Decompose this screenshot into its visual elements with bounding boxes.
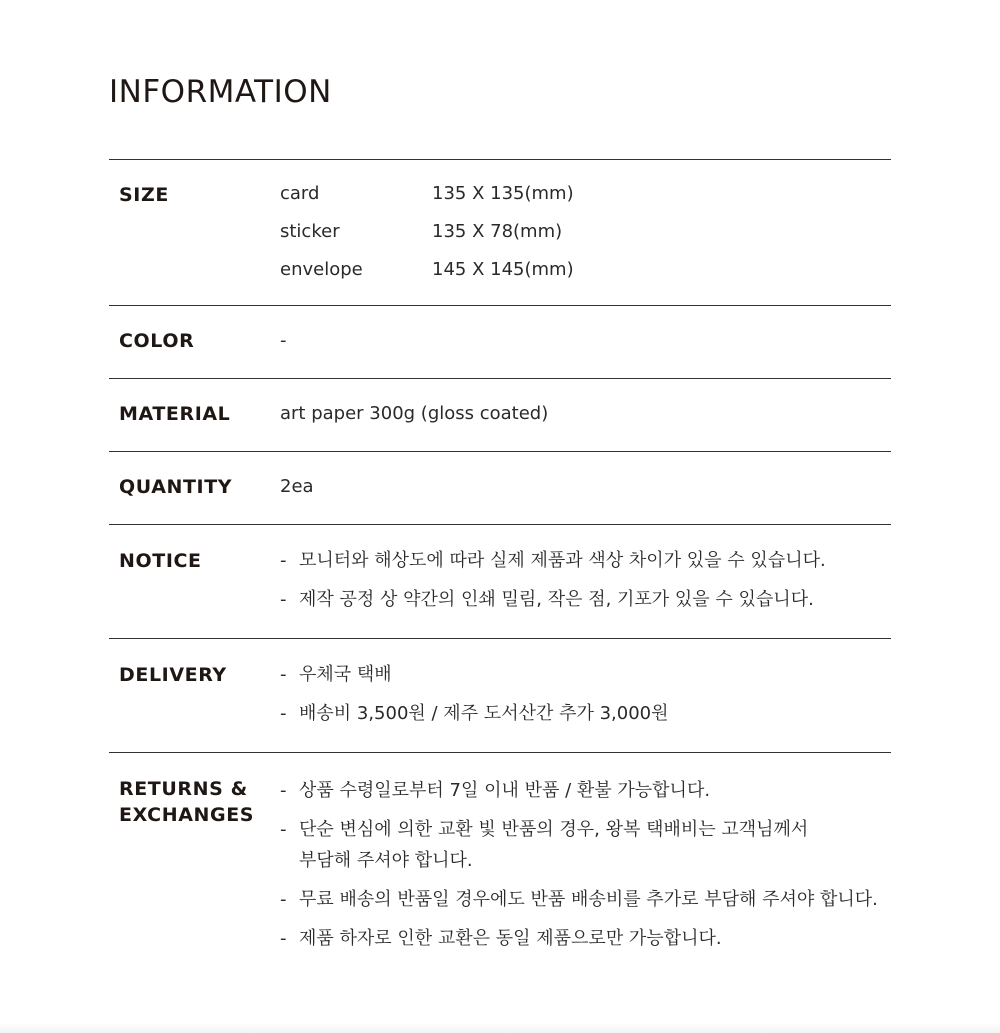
returns-item bbox=[280, 923, 878, 954]
delivery-row bbox=[109, 639, 891, 753]
delivery-list bbox=[280, 660, 669, 738]
delivery-item bbox=[280, 660, 669, 699]
color-label: COLOR bbox=[119, 330, 195, 352]
returns-label-line2: EXCHANGES bbox=[119, 804, 255, 826]
size-item-dimension: 135 X 78(mm) bbox=[432, 221, 563, 242]
information-table bbox=[109, 159, 891, 963]
returns-item-text: 상품 수령일로부터 7일 이내 반품 / 환불 가능합니다. bbox=[299, 780, 711, 801]
bullet-marker: - bbox=[280, 550, 287, 571]
returns-label bbox=[119, 776, 254, 828]
bullet-marker: - bbox=[280, 819, 287, 840]
returns-item-text: 무료 배송의 반품일 경우에도 반품 배송비를 추가로 부담해 주셔야 합니다. bbox=[299, 889, 878, 910]
bullet-marker: - bbox=[280, 703, 287, 724]
size-item-envelope bbox=[280, 256, 574, 294]
returns-item bbox=[280, 884, 878, 915]
bullet-marker: - bbox=[280, 928, 287, 949]
bullet-marker: - bbox=[280, 780, 287, 801]
bottom-fade bbox=[0, 1023, 1000, 1033]
color-value: - bbox=[280, 330, 287, 351]
material-row bbox=[109, 379, 891, 452]
bullet-marker: - bbox=[280, 664, 287, 685]
returns-item-text-continued: 부담해 주셔야 합니다. bbox=[299, 850, 473, 871]
notice-list bbox=[280, 546, 826, 624]
delivery-item-text: 우체국 택배 bbox=[299, 664, 392, 685]
notice-item-text: 제작 공정 상 약간의 인쇄 밀림, 작은 점, 기포가 있을 수 있습니다. bbox=[299, 589, 814, 610]
quantity-row bbox=[109, 452, 891, 525]
size-item-name: sticker bbox=[280, 221, 340, 242]
returns-item-text: 제품 하자로 인한 교환은 동일 제품으로만 가능합니다. bbox=[299, 928, 722, 949]
color-row bbox=[109, 306, 891, 379]
size-item-name: envelope bbox=[280, 259, 363, 280]
size-list bbox=[280, 180, 574, 294]
notice-item bbox=[280, 546, 826, 585]
bullet-marker: - bbox=[280, 889, 287, 910]
size-row bbox=[109, 160, 891, 306]
material-label: MATERIAL bbox=[119, 403, 231, 425]
notice-row bbox=[109, 525, 891, 639]
bullet-marker: - bbox=[280, 589, 287, 610]
notice-label: NOTICE bbox=[119, 550, 202, 572]
notice-item bbox=[280, 585, 826, 624]
returns-row bbox=[109, 753, 891, 963]
size-label: SIZE bbox=[119, 184, 169, 206]
returns-item-text: 단순 변심에 의한 교환 빛 반품의 경우, 왕복 택배비는 고객님께서 bbox=[299, 819, 809, 840]
delivery-item-text: 배송비 3,500원 / 제주 도서산간 추가 3,000원 bbox=[299, 703, 669, 724]
size-item-dimension: 145 X 145(mm) bbox=[432, 259, 574, 280]
notice-item-text: 모니터와 해상도에 따라 실제 제품과 색상 차이가 있을 수 있습니다. bbox=[299, 550, 826, 571]
delivery-label: DELIVERY bbox=[119, 664, 227, 686]
size-item-card bbox=[280, 180, 574, 218]
returns-item bbox=[280, 814, 878, 876]
returns-item bbox=[280, 775, 878, 806]
page-title: INFORMATION bbox=[109, 74, 332, 110]
quantity-value: 2ea bbox=[280, 476, 314, 497]
returns-list bbox=[280, 775, 878, 962]
returns-label-line1: RETURNS & bbox=[119, 778, 248, 800]
delivery-item bbox=[280, 699, 669, 738]
size-item-sticker bbox=[280, 218, 574, 256]
quantity-label: QUANTITY bbox=[119, 476, 233, 498]
size-item-dimension: 135 X 135(mm) bbox=[432, 183, 574, 204]
material-value: art paper 300g (gloss coated) bbox=[280, 403, 549, 424]
size-item-name: card bbox=[280, 183, 320, 204]
